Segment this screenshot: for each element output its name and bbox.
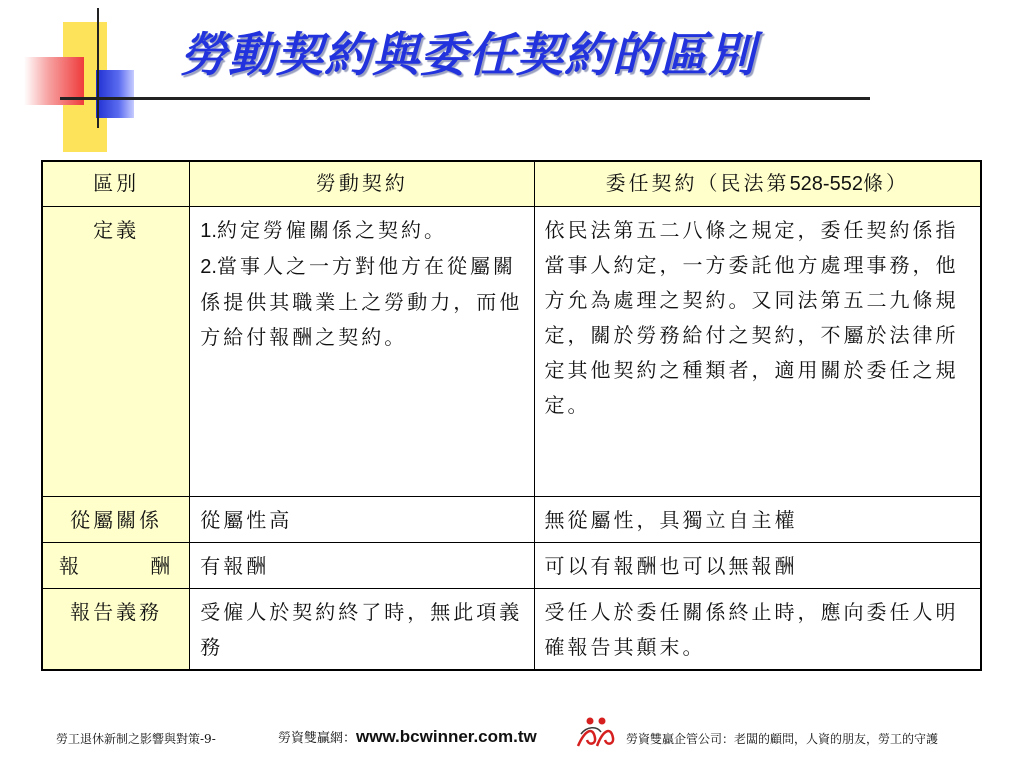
header-mandate-contract — [534, 161, 981, 207]
decor-horizontal-line — [60, 97, 870, 100]
slide-title: 勞動契約與委任契約的區別 — [180, 28, 756, 83]
definition-mandate-cell: 依民法第五二八條之規定，委任契約係指當事人約定，一方委託他方處理事務，他方允為處理之契約。又同法第五二九條規定，關於勞務給付之契約，不屬於法律所定其他契約之種類者，適用關於委任之規定。 — [534, 207, 981, 497]
item-text: 約定勞僱關係之契約。 — [216, 218, 447, 242]
comparison-table — [41, 160, 982, 671]
definition-labor-item-2 — [200, 249, 523, 355]
row-label-subordination: 從屬關係 — [42, 497, 190, 543]
decor-blue-square — [96, 70, 134, 118]
item-number: 1. — [200, 220, 217, 242]
table-row-subordination — [42, 497, 981, 543]
footer-page-info: 勞工退休新制之影響與對策-9- — [56, 732, 216, 746]
item-text: 當事人之一方對他方在從屬關係提供其職業上之勞動力，而他方給付報酬之契約。 — [200, 254, 523, 349]
company-logo-icon — [575, 716, 617, 750]
table-row-definition — [42, 207, 981, 497]
footer-website-label: 勞資雙贏網： — [278, 731, 357, 746]
footer — [0, 722, 1024, 752]
remuneration-labor-cell: 有報酬 — [190, 543, 534, 589]
definition-labor-cell — [190, 207, 534, 497]
header-distinction: 區別 — [42, 161, 190, 207]
table-row-remuneration — [42, 543, 981, 589]
row-label-definition: 定義 — [42, 207, 190, 497]
reporting-labor-cell: 受僱人於契約終了時，無此項義務 — [190, 589, 534, 671]
subordination-labor-cell: 從屬性高 — [190, 497, 534, 543]
footer-company-slogan: 勞資雙贏企管公司：老闆的顧問，人資的朋友，勞工的守護 — [626, 732, 939, 746]
remuneration-mandate-cell: 可以有報酬也可以無報酬 — [534, 543, 981, 589]
remuneration-label-char-1: 報 — [59, 554, 82, 578]
subordination-mandate-cell: 無從屬性，具獨立自主權 — [534, 497, 981, 543]
table-row-reporting — [42, 589, 981, 671]
reporting-mandate-cell: 受任人於委任關係終止時，應向委任人明確報告其顛末。 — [534, 589, 981, 671]
remuneration-label-char-2: 酬 — [150, 554, 174, 578]
header-mandate-prefix: 委任契約（民法第 — [605, 171, 790, 195]
header-mandate-article-range: 528-552 — [789, 173, 863, 195]
decor-vertical-line — [97, 8, 99, 128]
header-labor-contract: 勞動契約 — [190, 161, 534, 207]
footer-website — [278, 727, 537, 747]
item-number: 2. — [200, 256, 217, 278]
row-label-remuneration — [42, 543, 190, 589]
table-header-row — [42, 161, 981, 207]
definition-labor-item-1 — [200, 213, 523, 249]
footer-website-url[interactable]: www.bcwinner.com.tw — [356, 727, 537, 746]
header-mandate-suffix: 條） — [862, 171, 909, 195]
row-label-reporting: 報告義務 — [42, 589, 190, 671]
